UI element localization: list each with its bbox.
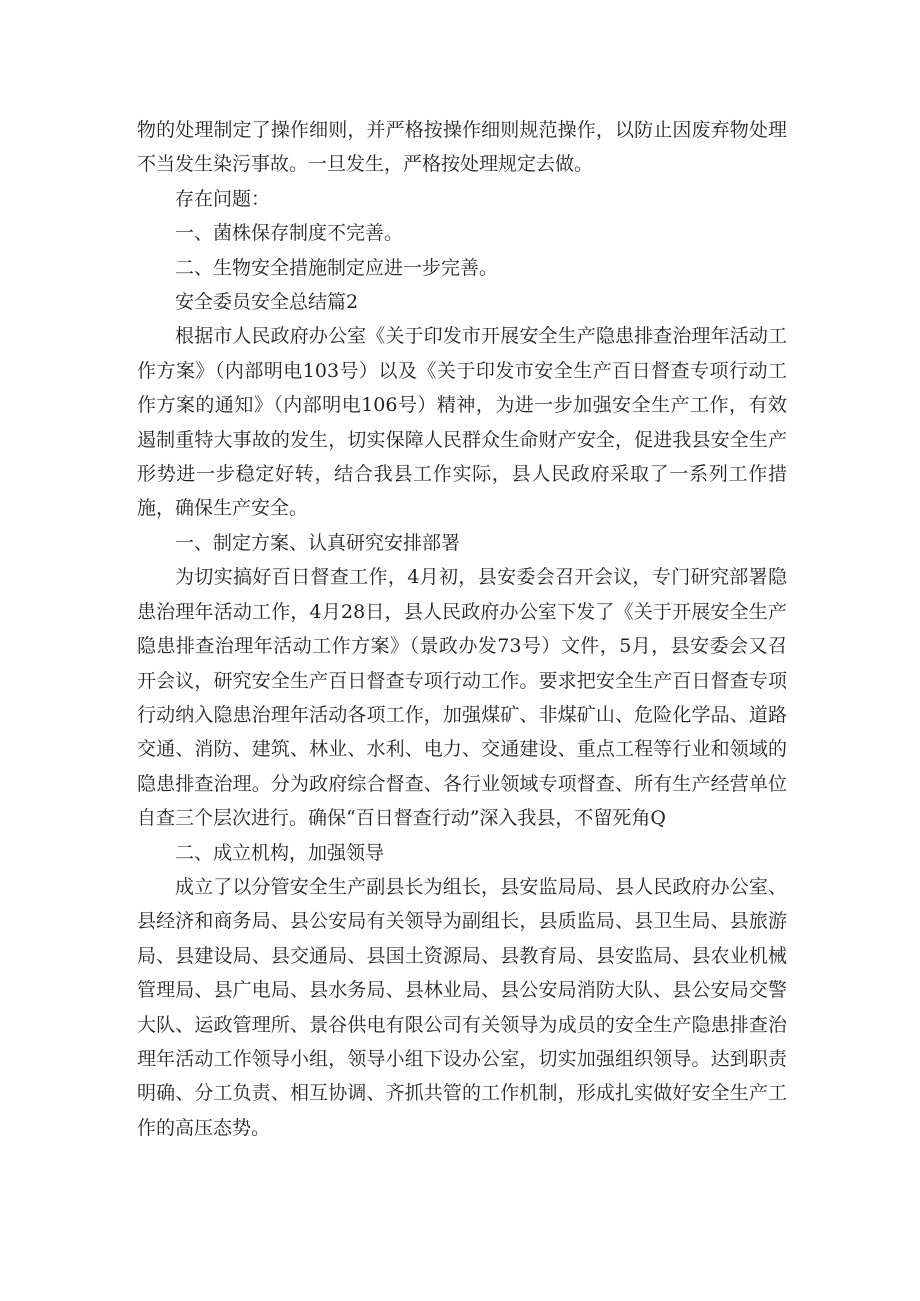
paragraph-issues-heading: 存在问题： xyxy=(175,187,271,210)
paragraph-continuation: 物的处理制定了操作细则，并严格按操作细则规范操作，以防止因废弃物处理不当发生染污事故。一旦发生，严格按处理规定去做。 xyxy=(137,119,787,176)
heading-organization: 二、成立机构，加强领导 xyxy=(175,841,385,864)
paragraph-issue-1: 一、菌株保存制度不完善。 xyxy=(175,222,404,245)
section-title: 安全委员安全总结篇2 xyxy=(175,291,359,314)
paragraph-plan: 为切实搞好百日督查工作，4月初，县安委会召开会议，专门研究部署隐患治理年活动工作，4月28日，县人民政府办公室下发了《关于开展安全生产隐患排查治理年活动工作方案》（景政办发73号）文件，5月，县安委会又召开会议，研究安全生产百日督查专项行动工作。要求把安全生产百日督查专项行动纳入隐患治理年活动各项工作，加强煤矿、非煤矿山、危险化学品、道路交通、消防、建筑、林业、水利、电力、交通建设、重点工程等行业和领域的隐患排查治理。分为政府综合督查、各行业领域专项督查、所有生产经营单位自查三个层次进行。确保“百日督查行动”深入我县，不留死角Q xyxy=(137,566,787,830)
paragraph-issue-2: 二、生物安全措施制定应进一步完善。 xyxy=(175,256,499,279)
paragraph-organization: 成立了以分管安全生产副县长为组长，县安监局局、县人民政府办公室、县经济和商务局、县公安局有关领导为副组长，县质监局、县卫生局、县旅游局、县建设局、县交通局、县国土资源局、县教育局、县安监局、县农业机械管理局、县广电局、县水务局、县林业局、县公安局消防大队、县公安局交警大队、运政管理所、景谷供电有限公司有关领导为成员的安全生产隐患排查治理年活动工作领导小组，领导小组下设办公室，切实加强组织领导。达到职责明确、分工负责、相互协调、齐抓共管的工作机制，形成扎实做好安全生产工作的高压态势。 xyxy=(137,875,787,1139)
paragraph-intro: 根据市人民政府办公室《关于印发市开展安全生产隐患排查治理年活动工作方案》（内部明电103号）以及《关于印发市安全生产百日督查专项行动工作方案的通知》（内部明电106号）精神，为进一步加强安全生产工作，有效遏制重特大事故的发生，切实保障人民群众生命财产安全，促进我县安全生产形势进一步稳定好转，结合我县工作实际，县人民政府采取了一系列工作措施，确保生产安全。 xyxy=(137,325,787,520)
heading-plan: 一、制定方案、认真研究安排部署 xyxy=(175,531,461,554)
document-body xyxy=(137,113,787,1145)
